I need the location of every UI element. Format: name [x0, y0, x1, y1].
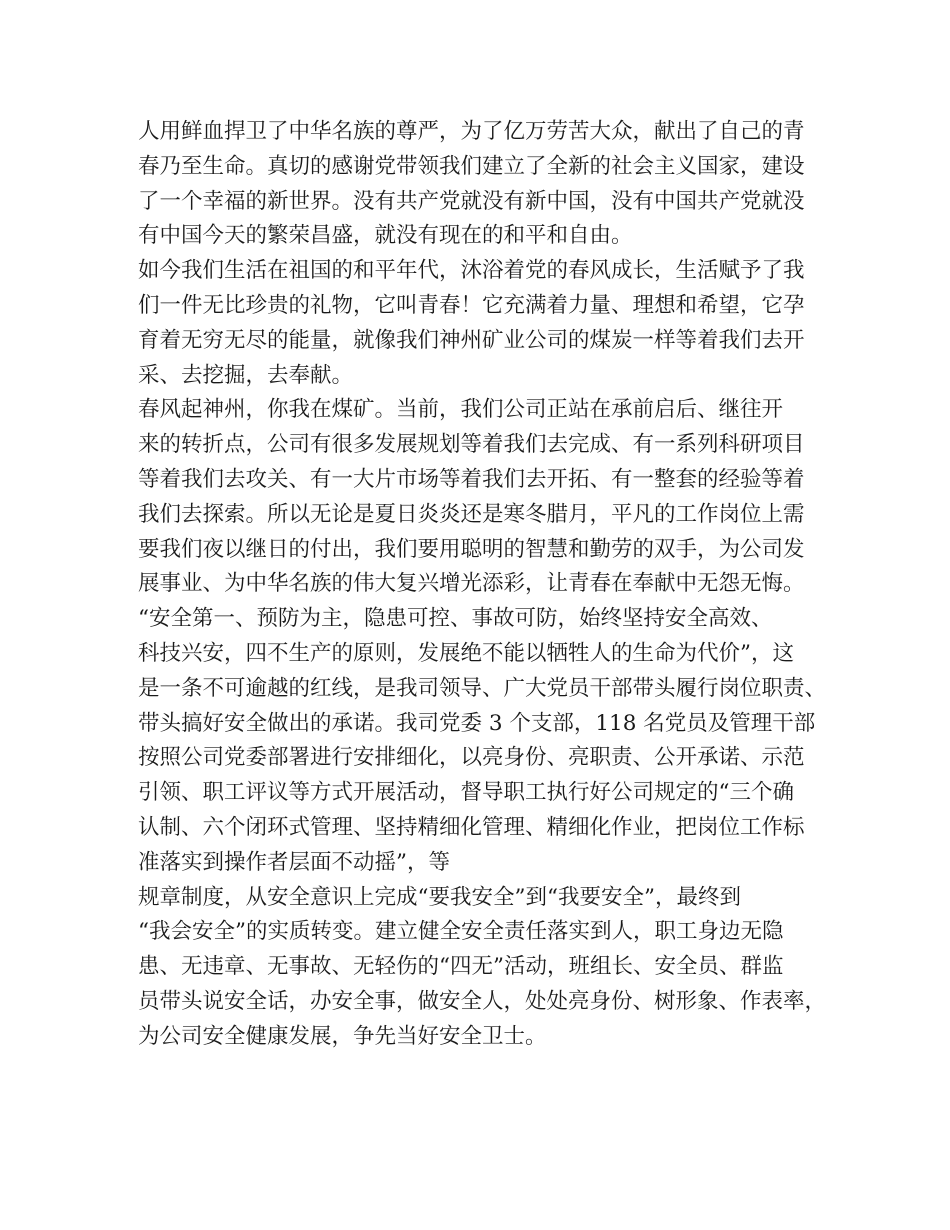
text-line: “我会安全”的实质转变。建立健全安全责任落实到人，职工身边无隐 [138, 919, 784, 945]
body-text [138, 115, 828, 1055]
text-line: 有中国今天的繁荣昌盛，就没有现在的和平和自由。 [138, 223, 633, 249]
text-line: 要我们夜以继日的付出，我们要用聪明的智慧和勤劳的双手，为公司发 [138, 536, 805, 562]
text-line: “安全第一、预防为主，隐患可控、事故可防，始终坚持安全高效、 [138, 606, 773, 632]
text-line: 科技兴安，四不生产的原则，发展绝不能以牺牲人的生命为代价”，这 [138, 640, 794, 666]
text-line: 人用鲜血捍卫了中华名族的尊严，为了亿万劳苦大众，献出了自己的青 [138, 119, 805, 144]
text-line: 我们去探索。所以无论是夏日炎炎还是寒冬腊月，平凡的工作岗位上需 [138, 501, 805, 527]
text-line: 了一个幸福的新世界。没有共产党就没有新中国，没有中国共产党就没 [138, 188, 805, 214]
text-line: 如今我们生活在祖国的和平年代，沐浴着党的春风成长，生活赋予了我 [138, 258, 805, 284]
text-line: 育着无穷无尽的能量，就像我们神州矿业公司的煤炭一样等着我们去开 [138, 327, 805, 353]
text-line: 为公司安全健康发展，争先当好安全卫士。 [138, 1023, 547, 1049]
text-line: 带头搞好安全做出的承诺。我司党委 3 个支部，118 名党员及管理干部 [138, 710, 816, 736]
text-line: 来的转折点，公司有很多发展规划等着我们去完成、有一系列科研项目 [138, 432, 805, 458]
text-line: 认制、六个闭环式管理、坚持精细化管理、精细化作业，把岗位工作标 [138, 814, 805, 840]
text-line: 采、去挖掘，去奉献。 [138, 362, 354, 388]
text-line: 引领、职工评议等方式开展活动，督导职工执行好公司规定的“三个确 [138, 780, 794, 806]
text-line: 等着我们去攻关、有一大片市场等着我们去开拓、有一整套的经验等着 [138, 466, 805, 492]
text-line: 是一条不可逾越的红线，是我司领导、广大党员干部带头履行岗位职责、 [138, 675, 827, 701]
text-line: 规章制度，从安全意识上完成“要我安全”到“我要安全”，最终到 [138, 884, 741, 910]
text-line: 患、无违章、无事故、无轻伤的“四无”活动，班组长、安全员、群监 [138, 954, 784, 980]
text-line: 春风起神州，你我在煤矿。当前，我们公司正站在承前启后、继往开 [138, 397, 784, 423]
text-line: 展事业、为中华名族的伟大复兴增光添彩，让青春在奉献中无怨无悔。 [138, 571, 805, 597]
text-line: 们一件无比珍贵的礼物，它叫青春！它充满着力量、理想和希望，它孕 [138, 292, 805, 318]
text-line: 准落实到操作者层面不动摇”，等 [138, 849, 450, 875]
text-line: 春乃至生命。真切的感谢党带领我们建立了全新的社会主义国家，建设 [138, 153, 805, 179]
text-line: 按照公司党委部署进行安排细化，以亮身份、亮职责、公开承诺、示范 [138, 745, 805, 771]
text-line: 员带头说安全话，办安全事，做安全人，处处亮身份、树形象、作表率， [138, 988, 827, 1014]
